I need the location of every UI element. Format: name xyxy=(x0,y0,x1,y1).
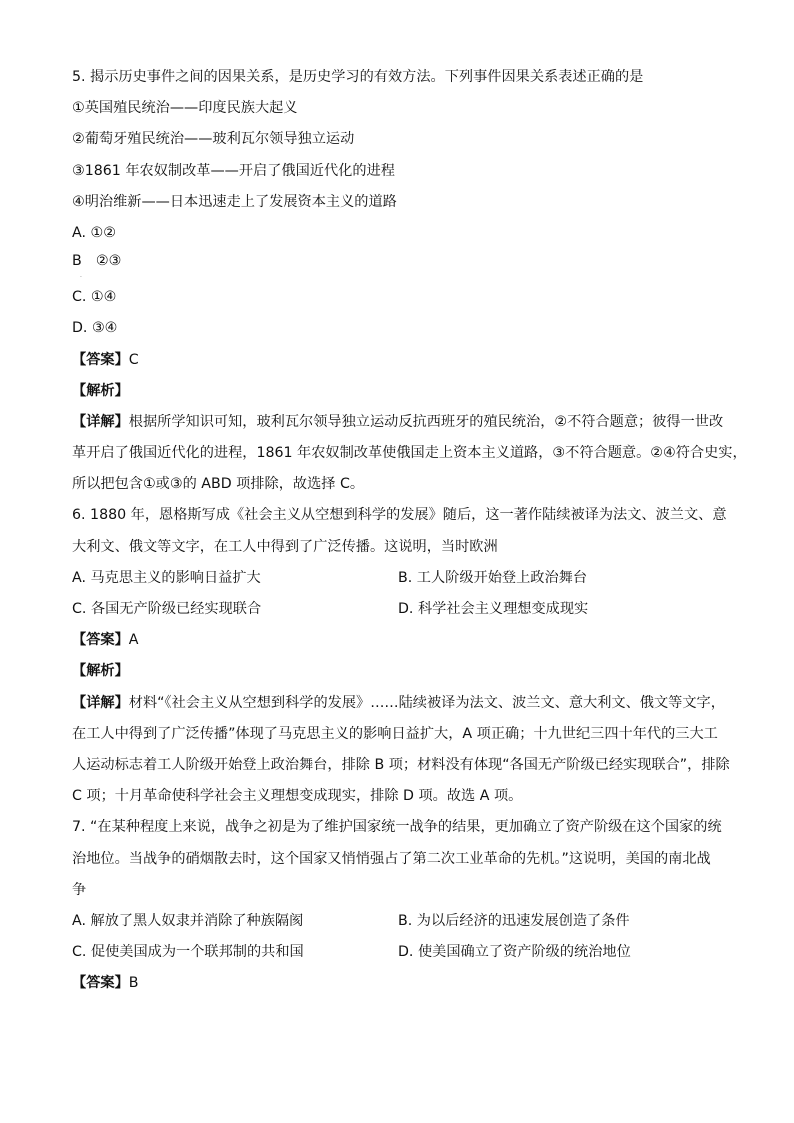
q6-option-a: A. 马克思主义的影响日益扩大 xyxy=(72,569,261,586)
q5-answer xyxy=(72,345,732,376)
answer-tag: 【答案】 xyxy=(72,351,129,368)
q6-option-b: B. 工人阶级开始登上政治舞台 xyxy=(398,569,588,586)
q6-detail-line-3: 人运动标志着工人阶级开始登上政治舞台，排除 B 项；材料没有体现“各国无产阶级已经实现联合”，排除 xyxy=(72,756,730,773)
q5-detail-line-2: 革开启了俄国近代化的进程，1861 年农奴制改革使俄国走上资本主义道路，③不符合题意。②④符合史实， xyxy=(72,445,747,462)
q6-detail-line-2: 在工人中得到了广泛传播”体现了马克思主义的影响日益扩大，A 项正确；十九世纪三四十年代的三大工 xyxy=(72,725,718,742)
q6-option-c: C. 各国无产阶级已经实现联合 xyxy=(72,601,262,617)
answer-tag: 【答案】 xyxy=(72,632,129,649)
q7-answer xyxy=(72,968,732,999)
exam-page xyxy=(72,62,747,999)
q7-option-b: B. 为以后经济的迅速发展创造了条件 xyxy=(398,912,630,929)
detail-tag: 【详解】 xyxy=(72,694,129,711)
q6-option-d: D. 科学社会主义理想变成现实 xyxy=(398,601,589,617)
answer-value: C xyxy=(128,351,139,368)
detail-text: 根据所学知识可知，玻利瓦尔领导独立运动反抗西班牙的殖民统治，②不符合题意；彼得一世改 xyxy=(128,413,724,430)
q5-item-1: ①英国殖民统治——印度民族大起义 xyxy=(72,100,298,117)
q6-detail-line-1 xyxy=(72,688,732,719)
answer-value: B xyxy=(128,975,139,992)
q6-answer xyxy=(72,625,732,656)
detail-text: 材料“《社会主义从空想到科学的发展》……陆续被译为法文、波兰文、意大利文、俄文等文字， xyxy=(128,694,725,711)
q5-item-2: ②葡萄牙殖民统治——玻利瓦尔领导独立运动 xyxy=(72,131,355,148)
q5-stem: 5. 揭示历史事件之间的因果关系，是历史学习的有效方法。下列事件因果关系表述正确的是 xyxy=(72,69,644,85)
q5-option-b: B ②③ xyxy=(72,253,122,270)
q5-item-3: ③1861 年农奴制改革——开启了俄国近代化的进程 xyxy=(72,162,395,179)
answer-value: A xyxy=(128,632,139,649)
q7-options-row-1 xyxy=(72,906,732,937)
q5-option-c: C. ①④ xyxy=(72,289,117,306)
detail-tag: 【详解】 xyxy=(72,413,129,430)
q5-detail-line-3: 所以把包含①或③的 ABD 项排除，故选择 C。 xyxy=(72,476,365,493)
q5-item-4: ④明治维新——日本迅速走上了发展资本主义的道路 xyxy=(72,193,397,210)
q7-option-c: C. 促使美国成为一个联邦制的共和国 xyxy=(72,944,304,961)
q5-option-d: D. ③④ xyxy=(72,320,118,337)
answer-tag: 【答案】 xyxy=(72,975,129,992)
q5-analysis-tag: 【解析】 xyxy=(72,382,129,399)
q7-stem-line-3: 争 xyxy=(72,881,87,898)
q5-detail-line-1 xyxy=(72,407,732,438)
q6-analysis-tag: 【解析】 xyxy=(72,663,129,680)
q7-option-a: A. 解放了黑人奴隶并消除了种族隔阂 xyxy=(72,912,304,929)
q7-option-d: D. 使美国确立了资产阶级的统治地位 xyxy=(398,944,631,961)
q7-stem-line-1: 7. “在某种程度上来说，战争之初是为了维护国家统一战争的结果，更加确立了资产阶级在这个国家的统 xyxy=(72,819,722,836)
q5-option-b-dot: · xyxy=(80,274,82,282)
q6-options-row-2 xyxy=(72,594,732,625)
q6-detail-line-4: C 项；十月革命使科学社会主义理想变成现实，排除 D 项。故选 A 项。 xyxy=(72,788,523,805)
q6-stem-line-2: 大利文、俄文等文字，在工人中得到了广泛传播。这说明，当时欧洲 xyxy=(72,538,498,555)
q7-stem-line-2: 治地位。当战争的硝烟散去时，这个国家又悄悄强占了第二次工业革命的先机。”这说明，美国的南北战 xyxy=(72,850,711,867)
q7-options-row-2 xyxy=(72,937,732,968)
q5-option-a: A. ①② xyxy=(72,224,116,241)
q6-options-row-1 xyxy=(72,563,732,594)
q6-stem-line-1: 6. 1880 年，恩格斯写成《社会主义从空想到科学的发展》随后，这一著作陆续被译为法文、波兰文、意 xyxy=(72,507,727,524)
